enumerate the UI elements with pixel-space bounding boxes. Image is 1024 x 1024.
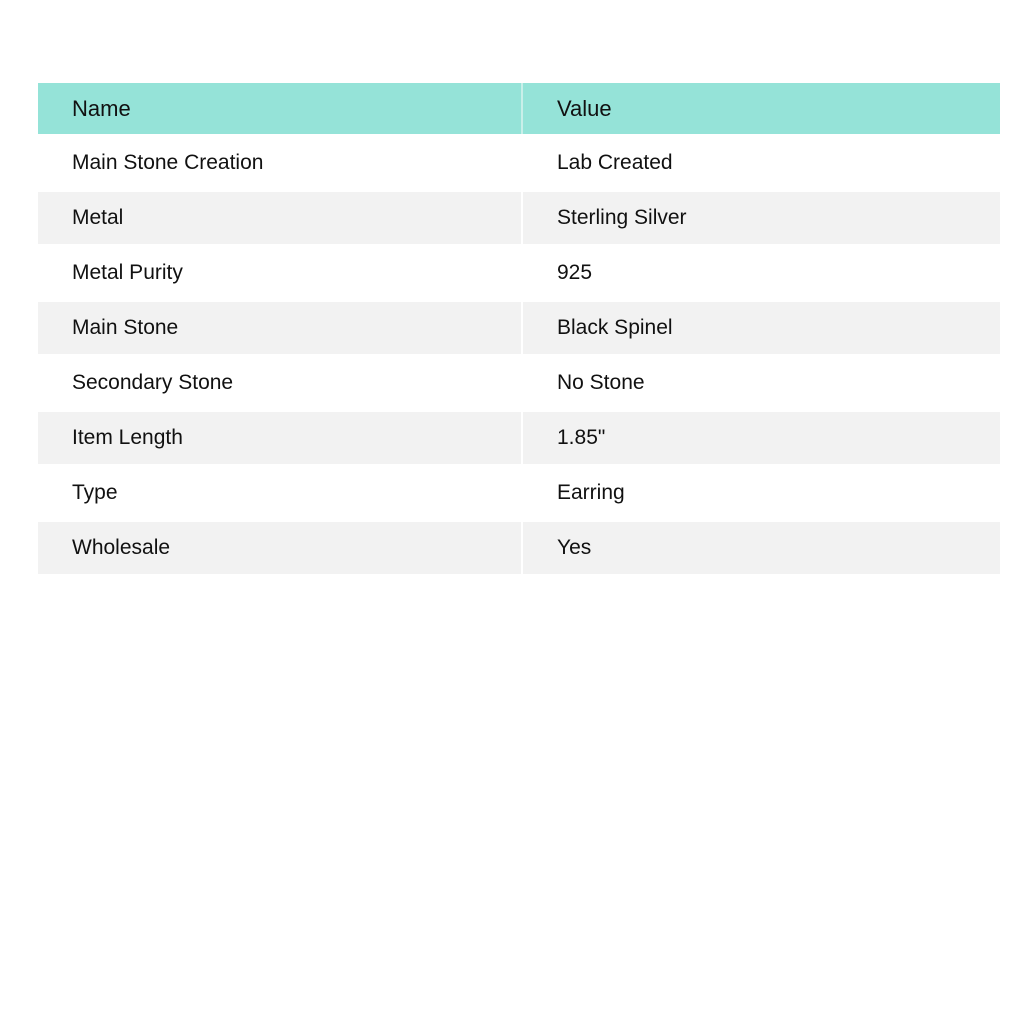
row-name-cell: Metal Purity [38, 244, 523, 302]
table-header-row [38, 83, 1000, 134]
table-row [38, 134, 1000, 192]
row-name-cell: Type [38, 464, 523, 522]
row-value-cell: 925 [557, 261, 593, 284]
row-value-cell: Lab Created [557, 151, 673, 174]
row-value-cell: Earring [557, 481, 625, 504]
table-row [38, 244, 1000, 302]
table-row [38, 354, 1000, 412]
table-row [38, 464, 1000, 522]
row-value-cell: Black Spinel [557, 316, 673, 339]
table-row [38, 192, 1000, 244]
row-name-cell: Metal [38, 192, 523, 244]
specifications-table [38, 83, 1000, 574]
row-name-cell: Secondary Stone [38, 354, 523, 412]
row-name-cell: Main Stone Creation [38, 134, 523, 192]
row-name-cell: Item Length [38, 412, 523, 464]
row-name-cell: Main Stone [38, 302, 523, 354]
row-value-cell: Yes [557, 536, 592, 559]
row-name-cell: Wholesale [38, 522, 523, 574]
column-header-name: Name [38, 83, 523, 134]
row-value-cell: 1.85" [557, 426, 606, 449]
table-row [38, 412, 1000, 464]
row-value-cell: Sterling Silver [557, 206, 687, 229]
table-row [38, 302, 1000, 354]
row-value-cell: No Stone [557, 371, 645, 394]
column-header-value: Value [557, 95, 612, 121]
table-row [38, 522, 1000, 574]
